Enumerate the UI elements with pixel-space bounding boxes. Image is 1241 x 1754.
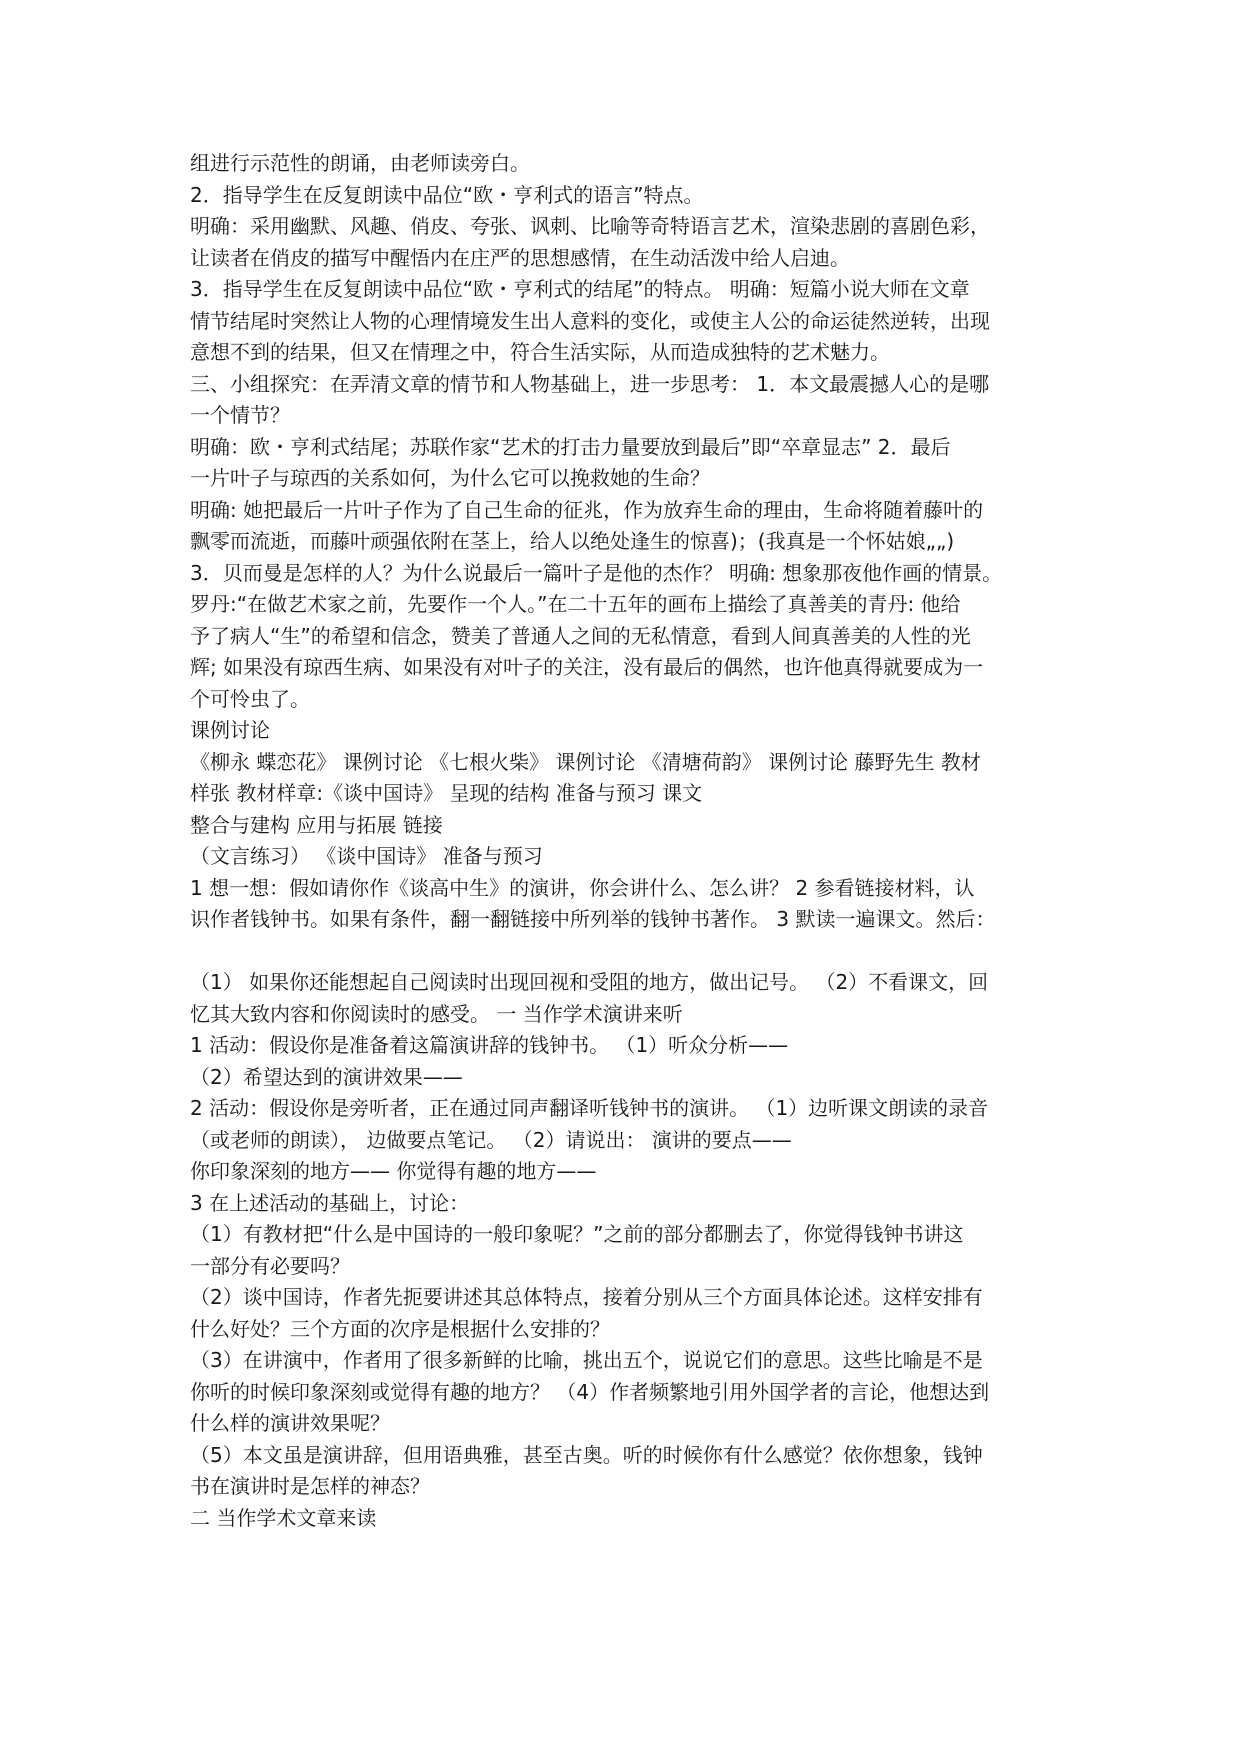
text-line: 什么样的演讲效果呢？ xyxy=(190,1411,390,1435)
text-line: 识作者钱钟书。如果有条件，翻一翻链接中所列举的钱钟书著作。 3 默读一遍课文。然后： xyxy=(190,907,996,931)
text-line: 让读者在俏皮的描写中醒悟内在庄严的思想感情，在生动活泼中给人启迪。 xyxy=(190,245,850,270)
text-line: （2）希望达到的演讲效果—— xyxy=(190,1064,463,1089)
text-line: 书在演讲时是怎样的神态？ xyxy=(190,1474,430,1498)
text-line: 3．贝而曼是怎样的人？为什么说最后一篇叶子是他的杰作？ 明确: 想象那夜他作画的情景。 xyxy=(190,560,1003,585)
text-line: （2）谈中国诗，作者先扼要讲述其总体特点，接着分别从三个方面具体论述。这样安排有 xyxy=(190,1285,983,1309)
text-line: 忆其大致内容和你阅读时的感受。 一 当作学术演讲来听 xyxy=(190,1001,683,1026)
text-line: 一片叶子与琼西的关系如何，为什么它可以挽救她的生命？ xyxy=(190,466,710,490)
text-line: 课例讨论 xyxy=(190,718,270,742)
text-line: 情节结尾时突然让人物的心理情境发生出人意料的变化，或使主人公的命运徒然逆转，出现 xyxy=(190,308,990,333)
text-line: 《柳永 蝶恋花》 课例讨论 《七根火柴》 课例讨论 《清塘荷韵》 课例讨论 藤野先生 教材 xyxy=(190,749,981,774)
text-line: 什么好处？三个方面的次序是根据什么安排的？ xyxy=(190,1316,610,1341)
text-line: 明确：采用幽默、风趣、俏皮、夸张、讽刺、比喻等奇特语言艺术，渲染悲剧的喜剧色彩， xyxy=(190,214,990,238)
document-body xyxy=(190,148,1060,1534)
text-line: 三、小组探究：在弄清文章的情节和人物基础上，进一步思考： 1．本文最震撼人心的是哪 xyxy=(190,371,990,396)
text-line: 罗丹:“在做艺术家之前，先要作一个人。”在二十五年的画布上描绘了真善美的青丹: 他给 xyxy=(190,592,961,616)
text-line: （1） 如果你还能想起自己阅读时出现回视和受阻的地方，做出记号。 （2）不看课文，回 xyxy=(190,970,989,994)
text-line: 组进行示范性的朗诵，由老师读旁白。 xyxy=(190,151,530,175)
text-line: （3）在讲演中，作者用了很多新鲜的比喻，挑出五个，说说它们的意思。这些比喻是不是 xyxy=(190,1348,983,1372)
text-line: 个可怜虫了。 xyxy=(190,686,310,711)
text-line: 1 想一想：假如请你作《谈高中生》的演讲，你会讲什么、怎么讲？ 2 参看链接材料，认 xyxy=(190,875,975,900)
text-line: 2 活动：假设你是旁听者，正在通过同声翻译听钱钟书的演讲。 （1）边听课文朗读的录音 xyxy=(190,1096,989,1120)
text-line: 3 在上述活动的基础上，讨论： xyxy=(190,1190,470,1215)
text-line: 你印象深刻的地方—— 你觉得有趣的地方—— xyxy=(190,1159,597,1183)
text-line: 一部分有必要吗？ xyxy=(190,1253,350,1278)
text-line: （5）本文虽是演讲辞，但用语典雅，甚至古奥。听的时候你有什么感觉？依你想象，钱钟 xyxy=(190,1442,983,1467)
text-line: （文言练习） 《谈中国诗》 准备与预习 xyxy=(190,844,543,868)
text-line: 意想不到的结果，但又在情理之中，符合生活实际，从而造成独特的艺术魅力。 xyxy=(190,340,890,364)
text-line: 2．指导学生在反复朗读中品位“欧・亨利式的语言”特点。 xyxy=(190,182,704,207)
text-line: 予了病人“生”的希望和信念，赞美了普通人之间的无私情意，看到人间真善美的人性的光 xyxy=(190,623,971,648)
text-line: （1）有教材把“什么是中国诗的一般印象呢？”之前的部分都删去了，你觉得钱钟书讲这 xyxy=(190,1222,964,1246)
text-line: 明确: 她把最后一片叶子作为了自己生命的征兆，作为放弃生命的理由，生命将随着藤叶的 xyxy=(190,497,984,522)
blank-line xyxy=(190,936,1060,968)
text-line: （或老师的朗读）， 边做要点笔记。 （2）请说出： 演讲的要点—— xyxy=(190,1127,792,1152)
text-line: 飘零而流逝，而藤叶顽强依附在茎上，给人以绝处逢生的惊喜)；(我真是一个怀姑娘„„) xyxy=(190,529,955,553)
text-line: 1 活动：假设你是准备着这篇演讲辞的钱钟书。 （1）听众分析—— xyxy=(190,1033,789,1057)
text-line: 整合与建构 应用与拓展 链接 xyxy=(190,812,443,837)
text-line: 你听的时候印象深刻或觉得有趣的地方？ （4）作者频繁地引用外国学者的言论，他想达到 xyxy=(190,1379,990,1404)
text-line: 明确：欧・亨利式结尾；苏联作家“艺术的打击力量要放到最后”即“卒章显志” 2．最后 xyxy=(190,434,951,459)
text-line: 一个情节？ xyxy=(190,403,290,427)
text-line: 二 当作学术文章来读 xyxy=(190,1505,377,1530)
text-line: 样张 教材样章:《谈中国诗》 呈现的结构 准备与预习 课文 xyxy=(190,781,703,805)
text-line: 3．指导学生在反复朗读中品位“欧・亨利式的结尾”的特点。 明确：短篇小说大师在文章 xyxy=(190,277,970,301)
text-line: 辉; 如果没有琼西生病、如果没有对叶子的关注，没有最后的偶然，也许他真得就要成为一 xyxy=(190,655,984,679)
